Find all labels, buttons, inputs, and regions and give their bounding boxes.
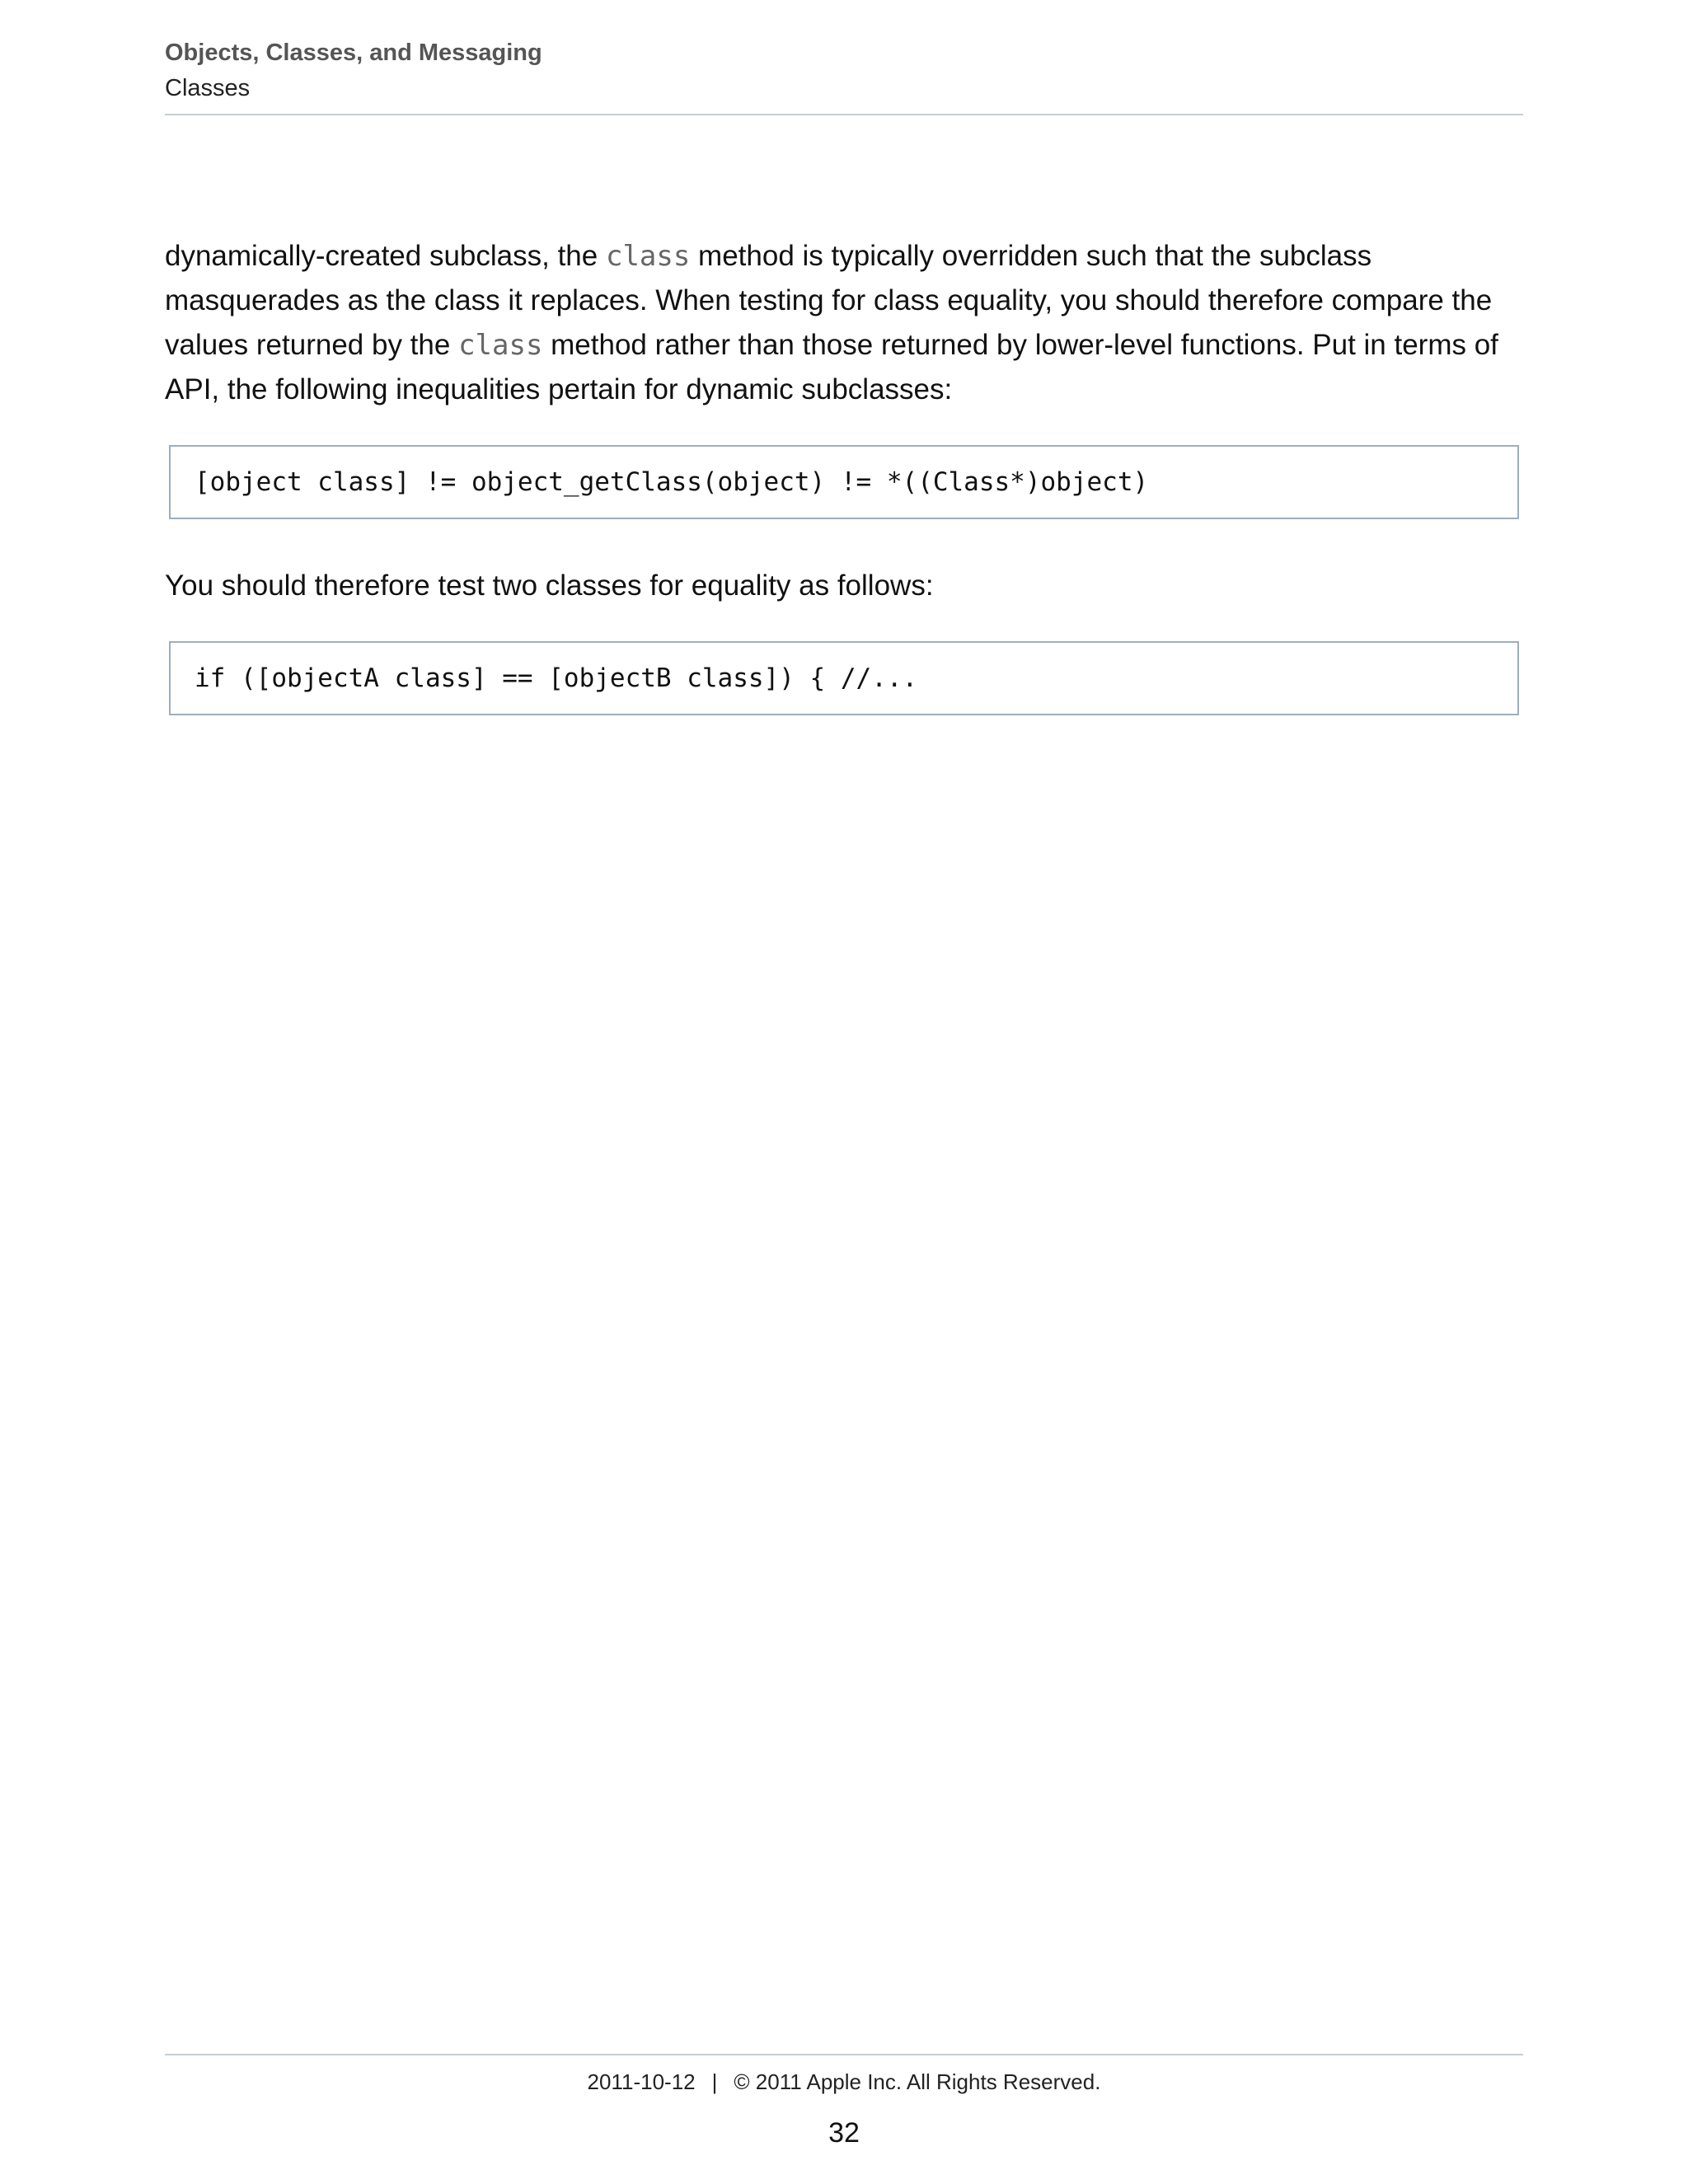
inline-code: class <box>605 240 691 273</box>
code-listing: if ([objectA class] == [objectB class]) { //... <box>169 641 1519 715</box>
footer-divider <box>165 2054 1523 2055</box>
paragraph-text: dynamically-created subclass, the <box>165 240 606 272</box>
chapter-title: Objects, Classes, and Messaging <box>165 40 542 66</box>
footer-copyright: © 2011 Apple Inc. All Rights Reserved. <box>734 2069 1101 2094</box>
main-content <box>165 234 1523 715</box>
footer-date: 2011-10-12 <box>587 2069 696 2094</box>
body-paragraph: You should therefore test two classes for equality as follows: <box>165 569 934 602</box>
body-paragraph <box>165 234 1523 412</box>
paragraph-text: method is typically overridden such that the subclass masquerades as the class it replaces. When testing for class equality, you should therefore compare the values returned by the <box>165 240 1493 361</box>
code-listing: [object class] != object_getClass(object) != *((Class*)object) <box>169 445 1519 519</box>
section-title: Classes <box>165 75 251 101</box>
page-footer <box>0 2067 1688 2097</box>
page-number: 32 <box>828 2117 860 2149</box>
inline-code: class <box>458 329 543 362</box>
paragraph-text: method rather than those returned by lower-level functions. Put in terms of API, the following inequalities pertain for dynamic subclasses: <box>165 329 1498 405</box>
page-header <box>165 36 1523 115</box>
footer-separator: | <box>711 2069 718 2094</box>
